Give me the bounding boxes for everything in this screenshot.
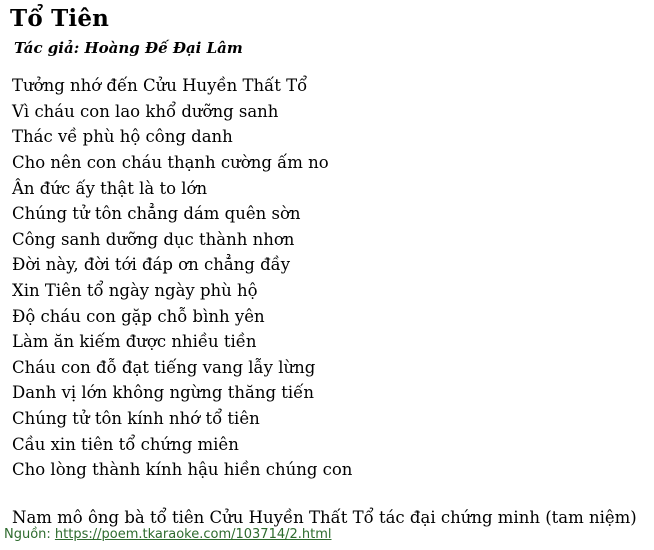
poem-line: Cho lòng thành kính hậu hiền chúng con [12,460,353,480]
source-label: Nguồn: [4,527,55,542]
poem-line: Cầu xin tiên tổ chứng miên [12,434,239,454]
poem-line: Chúng tử tôn chẳng dám quên sờn [12,204,301,224]
poem-line: Cháu con đỗ đạt tiếng vang lẫy lừng [12,357,316,377]
poem-line: Xin Tiên tổ ngày ngày phù hộ [12,281,258,301]
poem-line: Chúng tử tôn kính nhớ tổ tiên [12,409,260,429]
poem-line: Tưởng nhớ đến Cửu Huyền Thất Tổ [12,76,308,96]
poem-line: Cho nên con cháu thạnh cường ấm no [12,153,329,173]
closing-line: Nam mô ông bà tổ tiên Cửu Huyền Thất Tổ tác đại chứng minh (tam niệm) [12,507,637,527]
source-link[interactable]: https://poem.tkaraoke.com/103714/2.html [54,527,332,542]
source-attribution [4,527,332,542]
poem-line: Ân đức ấy thật là to lớn [12,178,208,198]
poem-body [12,73,654,483]
poem-line: Vì cháu con lao khổ dưỡng sanh [12,101,279,121]
poem-line: Đời này, đời tới đáp ơn chẳng đầy [12,255,291,275]
poem-line: Làm ăn kiếm được nhiều tiền [12,332,257,352]
poem-line: Danh vị lớn không ngừng thăng tiến [12,383,314,403]
poem-line: Độ cháu con gặp chỗ bình yên [12,306,265,326]
poem-line: Thác về phù hộ công danh [12,127,233,147]
document-page [0,6,654,550]
page-title: Tổ Tiên [10,5,110,32]
author-line: Tác giả: Hoàng Đế Đại Lâm [14,39,243,58]
poem-line: Công sanh dưỡng dục thành nhơn [12,229,295,249]
